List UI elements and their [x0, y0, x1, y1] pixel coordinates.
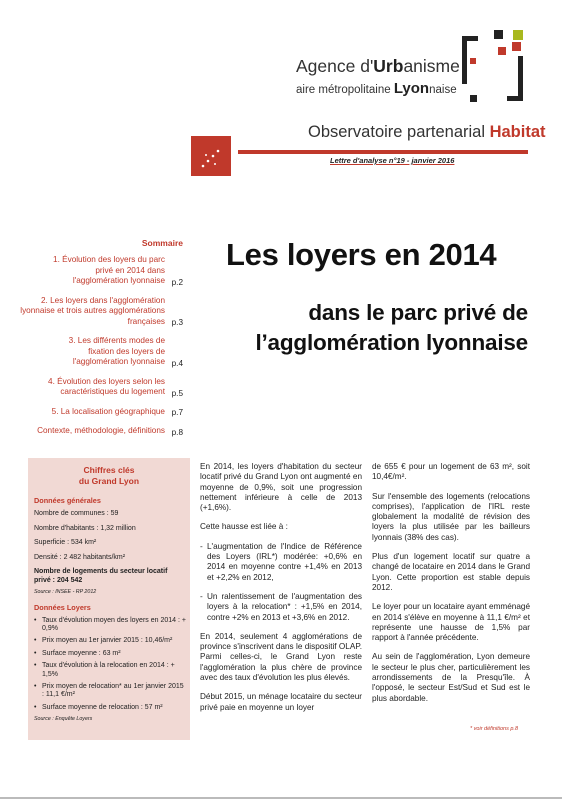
dash-item: - Un ralentissement de l'augmentation des loyers à la relocation* : +1,5% en 2014, contre +2% en 2013 et +3,6% en 2012.	[200, 591, 362, 622]
toc-item-2[interactable]	[18, 296, 183, 328]
key-figure-housing: Nombre de logements du secteur locatif privé : 204 542	[34, 568, 168, 584]
rent-figure: • Surface moyenne : 63 m²	[34, 649, 121, 657]
subtitle-line1: dans le parc privé de	[308, 300, 528, 325]
key-figure: Nombre de communes : 59	[34, 510, 119, 517]
key-figure: Densité : 2 482 habitants/km²	[34, 553, 126, 561]
paragraph: de 655 € pour un logement de 63 m², soit 10,4€/m².	[372, 462, 530, 482]
footnote: * voir définitions p.8	[470, 726, 518, 732]
toc-item-text: 5. La localisation géographique	[51, 406, 165, 416]
rent-figure: • Taux d'évolution à la relocation en 2014 : + 1,5%	[34, 662, 175, 678]
key-figures-box	[28, 458, 190, 740]
toc-item-page: p.5	[171, 388, 183, 398]
rent-figure: • Prix moyen au 1er janvier 2015 : 10,46/m²	[34, 637, 173, 645]
key-figure: Nombre d'habitants : 1,32 million	[34, 524, 136, 532]
toc-item-text: 1. Évolution des loyers du parc privé en 2014 dans l'agglomération lyonnaise	[53, 255, 165, 285]
observatoire-square-icon	[191, 136, 231, 176]
issue-label: Lettre d'analyse n°19 - janvier 2016	[330, 156, 455, 165]
toc-item-3[interactable]	[18, 336, 183, 368]
paragraph: En 2014, les loyers d'habitation du secteur locatif privé du Grand Lyon ont augmenté en moyenne de 0,9%, soit une progression nettement inférieure à celle de 2013 (+1,6%).	[200, 462, 362, 513]
toc-item-text: Contexte, méthodologie, définitions	[37, 426, 165, 435]
toc-item-page: p.4	[171, 358, 183, 368]
paragraph: Début 2015, un ménage locataire du secteur privé paie en moyenne un loyer	[200, 692, 362, 712]
key-figures-title: Chiffres clés du Grand Lyon	[78, 465, 140, 486]
toc-item-6[interactable]	[18, 426, 183, 437]
paragraph: Cette hausse est liée à :	[200, 522, 288, 532]
toc-item-1[interactable]	[18, 255, 183, 287]
toc-item-page: p.3	[171, 318, 183, 327]
source-note: Source : INSEE - RP 2012	[34, 588, 97, 595]
body-column-2	[372, 462, 530, 713]
toc-item-page: p.2	[171, 277, 183, 287]
paragraph: Le loyer pour un locataire ayant emménagé en 2014 s'élève en moyenne à 11,1 €/m² et représente une hausse de 1,5% par rapport à l'année précédente.	[372, 602, 530, 643]
page-subtitle	[255, 298, 528, 358]
page-title: Les loyers en 2014	[226, 237, 497, 272]
observatoire-title: Observatoire partenarial Habitat	[308, 123, 546, 141]
general-data-heading: Données générales	[34, 496, 101, 505]
paragraph: Au sein de l'agglomération, Lyon demeure le secteur le plus cher, particulièrement les arrondissements de la Presqu'île. À l'opposé, le secteur Est/Sud et Sud est le plus abordable.	[372, 652, 530, 703]
rent-figure: • Prix moyen de relocation* au 1er janvier 2015 : 11,1 €/m²	[34, 683, 184, 699]
toc-item-text: 2. Les loyers dans l'agglomération lyonnaise et trois autres agglomérations françaises	[20, 295, 165, 326]
source-note: Source : Enquête Loyers	[34, 716, 93, 723]
toc-item-5[interactable]	[18, 407, 183, 418]
rent-data-heading: Données Loyers	[34, 602, 91, 612]
table-of-contents	[18, 238, 183, 446]
rent-figure: • Surface moyenne de relocation : 57 m²	[34, 703, 163, 711]
toc-item-page: p.7	[171, 408, 183, 417]
toc-item-page: p.8	[171, 427, 183, 437]
header-divider	[238, 150, 528, 154]
key-figure: Superficie : 534 km²	[34, 539, 97, 547]
toc-item-text: 3. Les différents modes de fixation des loyers de l'agglomération lyonnaise	[68, 336, 165, 366]
rent-figure: • Taux d'évolution moyen des loyers en 2014 : + 0,9%	[34, 616, 186, 632]
body-column-1	[200, 462, 362, 722]
org-name-line1: Agence d'Urbanisme	[296, 56, 460, 76]
toc-title: Sommaire	[141, 238, 183, 248]
paragraph: En 2014, seulement 4 agglomérations de province s'inscrivent dans le dispositif OLAP. Parmi celles-ci, le Grand Lyon reste l'agglomération la plus chère de province avec des taux d'évolution les plus élevés.	[200, 631, 362, 683]
org-name-line2: aire métropolitaine Lyonnaise	[296, 80, 457, 97]
toc-item-4[interactable]	[18, 377, 183, 398]
toc-item-text: 4. Évolution des loyers selon les caractéristiques du logement	[48, 376, 165, 396]
subtitle-line2: l’agglomération lyonnaise	[255, 330, 528, 355]
paragraph: Plus d'un logement locatif sur quatre a changé de locataire en 2014 dans le Grand Lyon. Cette proportion est stable depuis 2012.	[372, 552, 530, 592]
bottom-divider	[0, 797, 562, 799]
dash-item: - L'augmentation de l'Indice de Référence des Loyers (IRL*) modérée: +0,6% en 2014 en moyenne contre +1,4% en 2013 et +2,2% en 2012,	[200, 541, 362, 582]
paragraph: Sur l'ensemble des logements (relocations comprises), l'application de l'IRL reste globalement la modalité de révision des loyers la plus utilisée par les bailleurs lyonnais (38% des cas).	[372, 491, 530, 542]
